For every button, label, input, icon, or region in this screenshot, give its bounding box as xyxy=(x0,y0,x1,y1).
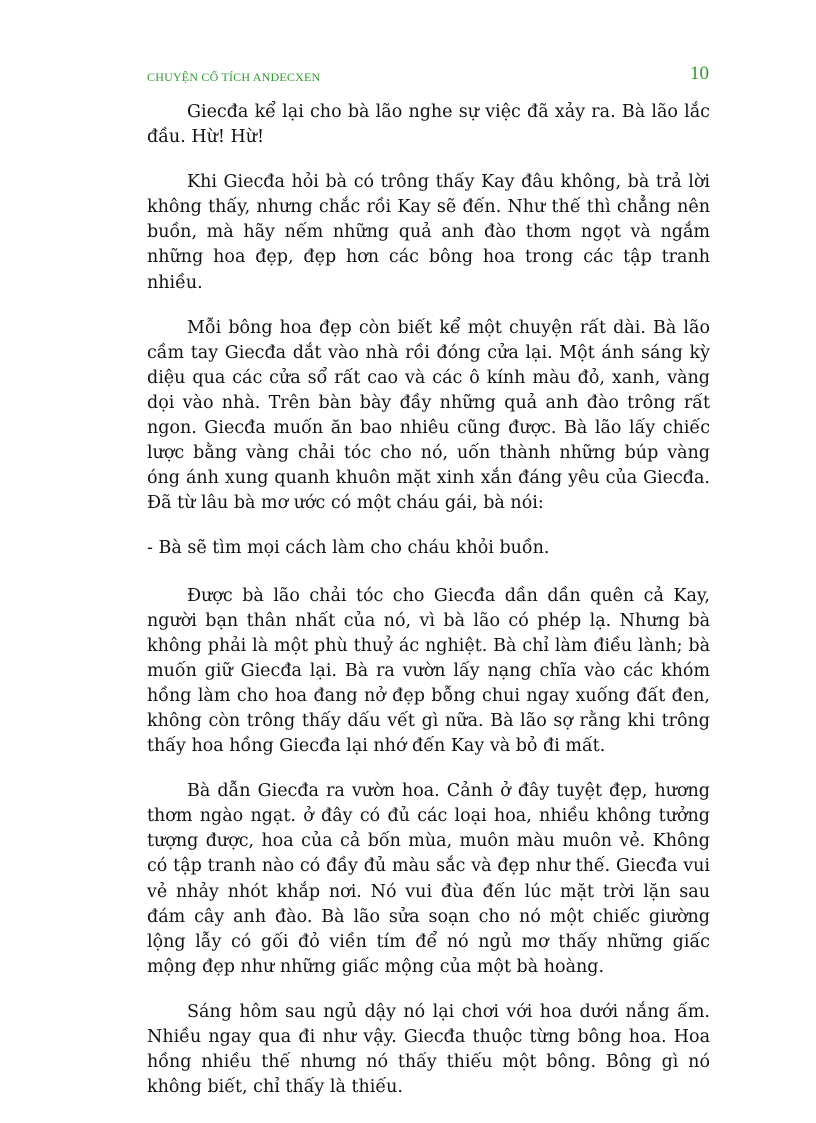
paragraph: Khi Giecđa hỏi bà có trông thấy Kay đâu không, bà trả lời không thấy, nhưng chắc rồi Kay sẽ đến. Như thế thì chẳng nên buồn, mà hãy nếm những quả anh đào thơm ngọt và ngắm những hoa đẹp, đẹp hơn các bông hoa trong các tập tranh nhiều. xyxy=(147,172,710,293)
page-header xyxy=(147,60,709,84)
running-title: CHUYỆN CỔ TÍCH ANDECXEN xyxy=(147,70,321,84)
page-body xyxy=(147,100,710,1120)
dialogue-line: - Bà sẽ tìm mọi cách làm cho cháu khỏi buồn. xyxy=(147,538,550,559)
paragraph: Được bà lão chải tóc cho Giecđa dần dần quên cả Kay, người bạn thân nhất của nó, vì bà lão có phép lạ. Nhưng bà không phải là một phù thuỷ ác nghiệt. Bà chỉ làm điều lành; bà muốn giữ Giecđa lại. Bà ra vườn lấy nạng chĩa vào các khóm hồng làm cho hoa đang nở đẹp bỗng chui ngay xuống đất đen, không còn trông thấy dấu vết gì nữa. Bà lão sợ rằng khi trông thấy hoa hồng Giecđa lại nhớ đến Kay và bỏ đi mất. xyxy=(147,585,710,757)
page-number: 10 xyxy=(690,63,709,84)
paragraph: Sáng hôm sau ngủ dậy nó lại chơi với hoa dưới nắng ấm. Nhiều ngay qua đi như vậy. Giecđa thuộc từng bông hoa. Hoa hồng nhiều thế nhưng nó thấy thiếu một bông. Bông gì nó không biết, chỉ thấy là thiếu. xyxy=(147,1001,710,1098)
paragraph: Giecđa kể lại cho bà lão nghe sự việc đã xảy ra. Bà lão lắc đầu. Hừ! Hừ! xyxy=(147,102,710,148)
paragraph: Mỗi bông hoa đẹp còn biết kể một chuyện rất dài. Bà lão cầm tay Giecđa dắt vào nhà rồi đóng cửa lại. Một ánh sáng kỳ diệu qua các cửa sổ rất cao và các ô kính màu đỏ, xanh, vàng dọi vào nhà. Trên bàn bày đầy những quả anh đào trông rất ngon. Giecđa muốn ăn bao nhiêu cũng được. Bà lão lấy chiếc lược bằng vàng chải tóc cho nó, uốn thành những búp vàng óng ánh xung quanh khuôn mặt xinh xắn đáng yêu của Giecđa. Đã từ lâu bà mơ ước có một cháu gái, bà nói: xyxy=(147,317,710,514)
paragraph: Bà dẫn Giecđa ra vườn hoa. Cảnh ở đây tuyệt đẹp, hương thơm ngào ngạt. ở đây có đủ các loại hoa, nhiều không tưởng tượng được, hoa của cả bốn mùa, muôn màu muôn vẻ. Không có tập tranh nào có đầy đủ màu sắc và đẹp như thế. Giecđa vui vẻ nhảy nhót khắp nơi. Nó vui đùa đến lúc mặt trời lặn sau đám cây anh đào. Bà lão sửa soạn cho nó một chiếc giường lộng lẫy có gối đỏ viền tím để nó ngủ mơ thấy những giấc mộng đẹp như những giấc mộng của một bà hoàng. xyxy=(147,781,710,977)
